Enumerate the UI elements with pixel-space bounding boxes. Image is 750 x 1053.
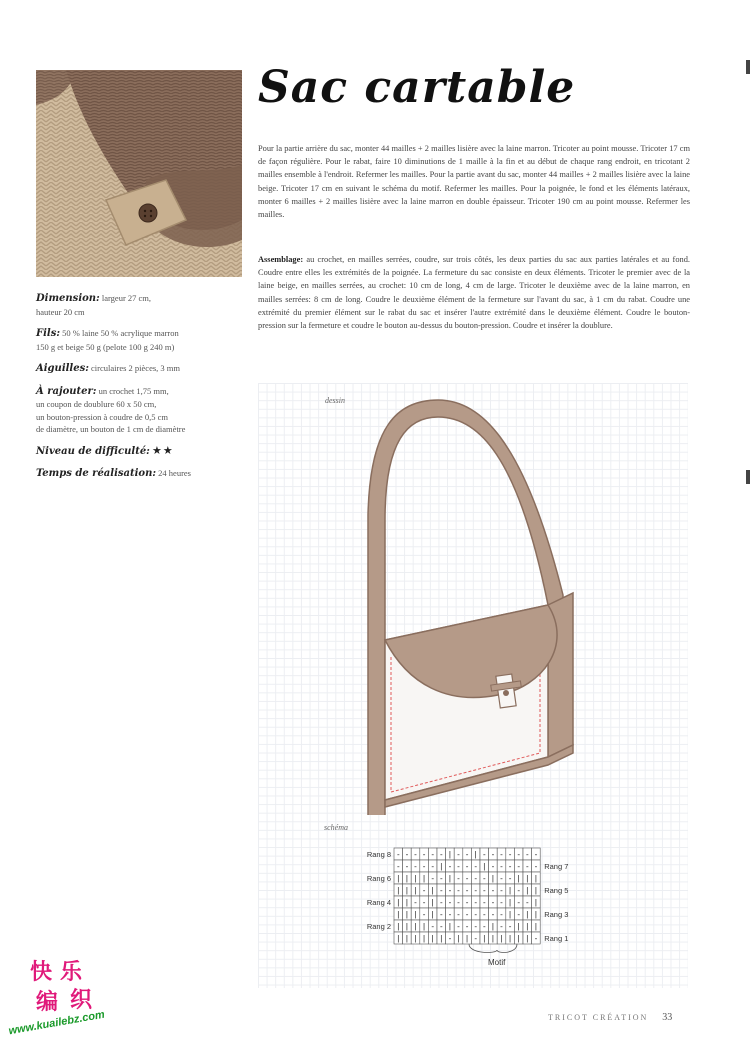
chart-purl-symbol: - (525, 850, 529, 859)
chart-purl-symbol: - (405, 862, 409, 871)
chart-row-label-right: Rang 1 (544, 934, 569, 943)
chart-knit-symbol: | (414, 910, 417, 919)
spec-rajouter-line4: de diamètre, un bouton de 1 cm de diamètre (36, 424, 186, 434)
spec-temps (36, 467, 256, 481)
bag-photo (36, 70, 242, 277)
chart-purl-symbol: - (482, 898, 486, 907)
edge-mark-middle (746, 470, 750, 484)
chart-purl-symbol: - (439, 910, 443, 919)
chart-knit-symbol: | (491, 922, 494, 931)
spec-dimension-label: Dimension: (36, 293, 100, 304)
spec-fils-label: Fils: (36, 328, 61, 339)
chart-purl-symbol: - (457, 886, 460, 895)
chart-knit-symbol: | (431, 910, 434, 919)
chart-purl-symbol: - (396, 850, 400, 859)
spec-rajouter (36, 385, 256, 436)
chart-purl-symbol: - (474, 886, 478, 895)
bag-drawing (358, 395, 588, 820)
watermark (8, 955, 128, 1050)
chart-knit-symbol: | (397, 874, 400, 883)
chart-knit-symbol: | (405, 910, 408, 919)
chart-purl-symbol: - (422, 910, 426, 919)
chart-purl-symbol: - (534, 934, 538, 943)
chart-purl-symbol: - (448, 886, 452, 895)
chart-purl-symbol: - (491, 898, 495, 907)
chart-knit-symbol: | (466, 934, 469, 943)
chart-knit-symbol: | (431, 934, 434, 943)
watermark-char-1: 快 (30, 960, 53, 985)
chart-purl-symbol: - (465, 910, 469, 919)
chart-knit-symbol: | (534, 886, 537, 895)
chart-purl-symbol: - (500, 886, 503, 895)
chart-knit-symbol: | (414, 886, 417, 895)
chart-knit-symbol: | (509, 898, 512, 907)
chart-purl-symbol: - (474, 862, 478, 871)
chart-knit-symbol: | (431, 898, 434, 907)
chart-purl-symbol: - (491, 862, 495, 871)
chart-purl-symbol: - (508, 850, 512, 859)
chart-knit-symbol: | (448, 850, 451, 859)
chart-purl-symbol: - (525, 862, 529, 871)
chart-knit-symbol: | (405, 874, 408, 883)
chart-purl-symbol: - (491, 910, 495, 919)
chart-purl-symbol: - (525, 898, 529, 907)
chart-knit-symbol: | (526, 934, 529, 943)
chart-knit-symbol: | (414, 874, 417, 883)
magazine-name: TRICOT CRÉATION (548, 1013, 649, 1022)
chart-purl-symbol: - (508, 922, 512, 931)
spec-fils-line1: 50 % laine 50 % acrylique marron (62, 328, 179, 338)
chart-knit-symbol: | (526, 874, 529, 883)
chart-knit-symbol: | (423, 934, 426, 943)
chart-purl-symbol: - (439, 898, 443, 907)
chart-purl-symbol: - (448, 898, 452, 907)
chart-purl-symbol: - (465, 898, 469, 907)
chart-purl-symbol: - (491, 850, 495, 859)
spec-fils (36, 327, 256, 353)
motif-label: Motif (488, 958, 506, 967)
chart-purl-symbol: - (482, 886, 486, 895)
chart-knit-symbol: | (397, 886, 400, 895)
chart-row-label-left: Rang 6 (366, 874, 391, 883)
edge-mark-top (746, 60, 750, 74)
chart-knit-symbol: | (397, 910, 400, 919)
chart-purl-symbol: - (448, 862, 452, 871)
spec-rajouter-line1: un crochet 1,75 mm, (98, 385, 169, 396)
spec-aiguilles (36, 362, 256, 376)
chart-purl-symbol: - (474, 934, 478, 943)
chart-purl-symbol: - (457, 910, 460, 919)
chart-purl-symbol: - (448, 910, 452, 919)
chart-purl-symbol: - (500, 922, 503, 931)
chart-purl-symbol: - (500, 862, 503, 871)
chart-purl-symbol: - (500, 910, 503, 919)
chart-purl-symbol: - (422, 862, 426, 871)
chart-purl-symbol: - (405, 850, 409, 859)
chart-knit-symbol: | (423, 922, 426, 931)
spec-rajouter-label: À rajouter: (36, 385, 97, 397)
chart-purl-symbol: - (508, 874, 512, 883)
chart-knit-symbol: | (414, 922, 417, 931)
chart-purl-symbol: - (500, 850, 503, 859)
chart-purl-symbol: - (465, 862, 469, 871)
chart-knit-symbol: | (509, 886, 512, 895)
chart-purl-symbol: - (482, 874, 486, 883)
chart-purl-symbol: - (465, 850, 469, 859)
chart-knit-symbol: | (526, 922, 529, 931)
chart-knit-symbol: | (405, 922, 408, 931)
chart-knit-symbol: | (517, 934, 520, 943)
chart-purl-symbol: - (517, 898, 521, 907)
spec-dimension-line1: largeur 27 cm, (101, 293, 152, 303)
chart-row-label-left: Rang 2 (366, 922, 391, 931)
chart-purl-symbol: - (431, 862, 435, 871)
chart-knit-symbol: | (405, 898, 408, 907)
paragraph-instructions: Pour la partie arrière du sac, monter 44 mailles + 2 mailles lisière avec la laine marron. Tricoter au point mousse. Tricoter 17 cm de façon régulière. Pour le rabat, faire 10 diminutions de 1 maille à la fin et au début de chaque rang endroit, en tricotant 2 mailles ensemble à l'endroit. Refermer les mailles. Pour la partie avant du sac, monter 44 mailles + 2 mailles lisière avec la laine beige. Tricoter 17 cm en suivant le schéma du motif. Refermer les mailles. Pour la poignée, le fond et les éléments latéraux, monter 6 mailles + 2 mailles lisière avec la laine marron en double épaisseur. Tricoter 190 cm au point mousse. Refermer les mailles. (258, 144, 690, 220)
chart-purl-symbol: - (431, 922, 435, 931)
spec-dimension (36, 292, 256, 318)
chart-knit-symbol: | (457, 934, 460, 943)
chart-knit-symbol: | (534, 898, 537, 907)
chart-row-label-left: Rang 4 (366, 898, 391, 907)
chart-knit-symbol: | (483, 934, 486, 943)
chart-row-label-right: Rang 3 (544, 910, 569, 919)
spec-niveau-label: Niveau de difficulté: (36, 445, 150, 457)
chart-purl-symbol: - (508, 862, 512, 871)
chart-knit-symbol: | (397, 934, 400, 943)
chart-knit-symbol: | (397, 898, 400, 907)
chart-purl-symbol: - (482, 922, 486, 931)
chart-purl-symbol: - (474, 898, 478, 907)
chart-purl-symbol: - (422, 850, 426, 859)
chart-knit-symbol: | (526, 910, 529, 919)
chart-purl-symbol: - (414, 898, 417, 907)
chart-purl-symbol: - (439, 886, 443, 895)
chart-purl-symbol: - (414, 850, 417, 859)
spec-temps-text: 24 heures (158, 468, 191, 478)
chart-knit-symbol: | (517, 922, 520, 931)
chart-purl-symbol: - (465, 922, 469, 931)
chart-knit-symbol: | (423, 874, 426, 883)
spec-fils-line2: 150 g et beige 50 g (pelote 100 g 240 m) (36, 341, 175, 352)
chart-purl-symbol: - (439, 922, 443, 931)
spec-temps-label: Temps de réalisation: (36, 468, 157, 479)
chart-knit-symbol: | (440, 934, 443, 943)
chart-purl-symbol: - (457, 922, 460, 931)
chart-purl-symbol: - (448, 934, 452, 943)
knitting-chart (357, 846, 607, 981)
chart-purl-symbol: - (465, 886, 469, 895)
chart-purl-symbol: - (482, 910, 486, 919)
chart-knit-symbol: | (526, 886, 529, 895)
chart-grid (394, 848, 540, 944)
chart-purl-symbol: - (457, 850, 460, 859)
chart-knit-symbol: | (509, 910, 512, 919)
chart-purl-symbol: - (482, 850, 486, 859)
chart-purl-symbol: - (431, 850, 435, 859)
watermark-char-4: 织 (70, 988, 93, 1013)
spec-aiguilles-label: Aiguilles: (36, 363, 89, 374)
chart-knit-symbol: | (448, 922, 451, 931)
chart-purl-symbol: - (517, 910, 521, 919)
chart-purl-symbol: - (457, 862, 460, 871)
chart-knit-symbol: | (431, 886, 434, 895)
chart-purl-symbol: - (534, 862, 538, 871)
chart-purl-symbol: - (500, 898, 503, 907)
chart-purl-symbol: - (517, 850, 521, 859)
chart-knit-symbol: | (405, 934, 408, 943)
chart-purl-symbol: - (422, 886, 426, 895)
watermark-url: www.kuailebz.com (7, 1008, 106, 1038)
chart-purl-symbol: - (457, 898, 460, 907)
watermark-char-3: 编 (36, 990, 59, 1015)
chart-knit-symbol: | (509, 934, 512, 943)
chart-knit-symbol: | (534, 922, 537, 931)
motif-brace (469, 944, 517, 952)
page-title: Sac cartable (258, 62, 576, 113)
chart-knit-symbol: | (440, 862, 443, 871)
specs-panel (36, 292, 256, 490)
chart-purl-symbol: - (414, 862, 417, 871)
chart-purl-symbol: - (457, 874, 460, 883)
page-number: 33 (662, 1012, 673, 1023)
chart-knit-symbol: | (483, 862, 486, 871)
chart-purl-symbol: - (431, 874, 435, 883)
spec-aiguilles-text: circulaires 2 pièces, 3 mm (91, 363, 181, 373)
chart-knit-symbol: | (500, 934, 503, 943)
chart-knit-symbol: | (517, 874, 520, 883)
chart-purl-symbol: - (517, 886, 521, 895)
chart-purl-symbol: - (465, 874, 469, 883)
spec-niveau (36, 445, 256, 459)
chart-purl-symbol: - (500, 874, 503, 883)
chart-knit-symbol: | (534, 910, 537, 919)
chart-row-label-right: Rang 5 (544, 886, 569, 895)
chart-purl-symbol: - (396, 862, 400, 871)
chart-purl-symbol: - (474, 922, 478, 931)
spec-rajouter-line2: un coupon de doublure 60 x 50 cm, (36, 399, 157, 409)
chart-purl-symbol: - (439, 850, 443, 859)
chart-knit-symbol: | (474, 850, 477, 859)
assemblage-text: au crochet, en mailles serrées, coudre, sur trois côtés, les deux parties du sac aux parties latérales et au fond. Coudre entre elles les extrémités de la poignée. La fermeture du sac consiste en deux éléments. Tricoter le premier avec de la laine beige, en mailles serrées, au crochet: 10 cm de long, 4 cm de large. Tricoter le deuxième avec de la laine marron, en mailles serrées: 8 cm de long. Coudre le deuxième élément de la fermeture sur l'avant du sac, à 1 cm du rabat. Coudre une extrémité du premier élément sur le rabat du sac et insérer l'autre extrémité dans le deuxième élément. Coudre le bouton-pression sur la fermeture et coudre le bouton au-dessus du bouton-pression. Coudre et insérer la doublure. (258, 255, 690, 331)
chart-knit-symbol: | (491, 934, 494, 943)
chart-purl-symbol: - (474, 874, 478, 883)
chart-knit-symbol: | (397, 922, 400, 931)
page-footer (548, 1012, 672, 1023)
chart-knit-symbol: | (414, 934, 417, 943)
chart-purl-symbol: - (534, 850, 538, 859)
assemblage-label: Assemblage: (258, 255, 304, 264)
chart-knit-symbol: | (491, 874, 494, 883)
difficulty-stars: ★★ (152, 444, 174, 457)
chart-purl-symbol: - (491, 886, 495, 895)
spec-rajouter-line3: un bouton-pression à coudre de 0,5 cm (36, 411, 168, 422)
chart-purl-symbol: - (439, 874, 443, 883)
chart-purl-symbol: - (517, 862, 521, 871)
chart-row-label-left: Rang 8 (366, 850, 391, 859)
watermark-char-2: 乐 (60, 960, 83, 985)
paragraph-assemblage (258, 253, 690, 332)
schema-label: schéma (324, 823, 348, 832)
chart-purl-symbol: - (422, 898, 426, 907)
chart-knit-symbol: | (534, 874, 537, 883)
spec-dimension-line2: hauteur 20 cm (36, 306, 85, 317)
chart-purl-symbol: - (474, 910, 478, 919)
chart-knit-symbol: | (448, 874, 451, 883)
chart-knit-symbol: | (405, 886, 408, 895)
drawing-label: dessin (325, 396, 345, 405)
chart-row-label-right: Rang 7 (544, 862, 569, 871)
